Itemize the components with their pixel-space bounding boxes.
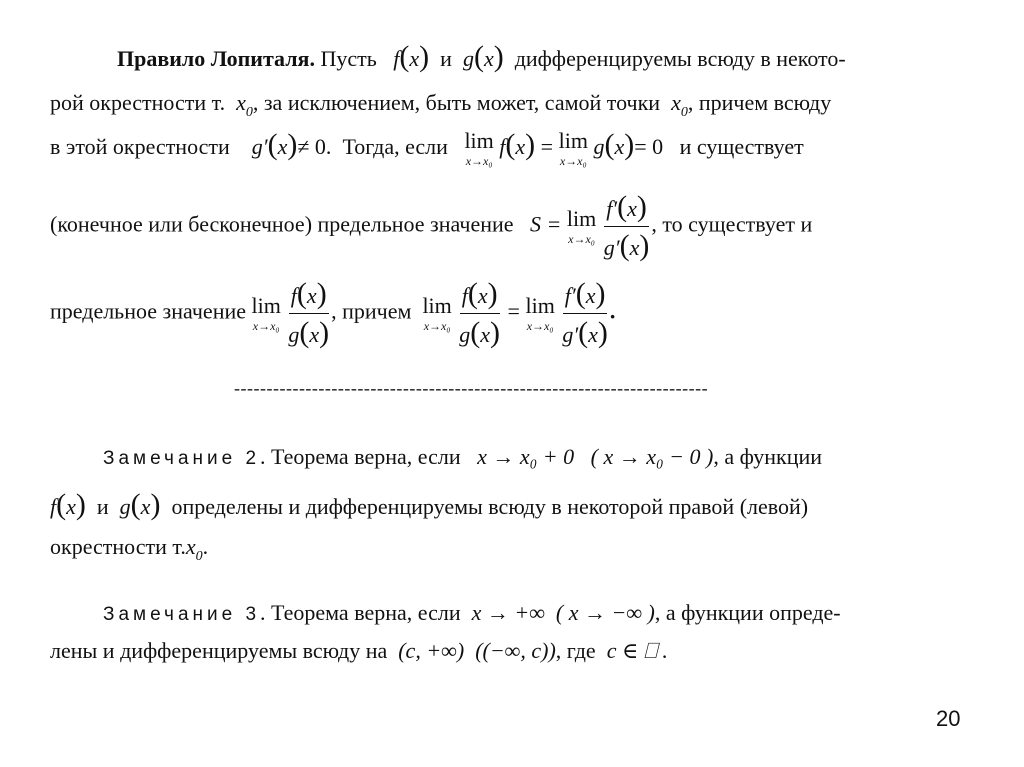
f-symbol: f xyxy=(393,46,400,71)
eq-zero: = 0 xyxy=(634,134,664,159)
theorem-title: Правило Лопиталя. xyxy=(117,46,315,71)
text: и xyxy=(440,46,452,71)
x-symbol: x xyxy=(66,494,76,519)
remark3-label: Замечание 3 xyxy=(103,604,261,625)
g-prime-symbol: g′ xyxy=(251,134,268,159)
lim-word: lim xyxy=(422,293,452,318)
lim-under: x→x₀ xyxy=(559,154,587,169)
text: и существует xyxy=(679,134,804,159)
subscript: 0 xyxy=(245,105,253,120)
fraction: $\frac{f(x)}{g(x)}$ xyxy=(288,277,330,349)
text: , причем xyxy=(331,298,412,324)
g-prime-symbol: g′ xyxy=(603,235,620,260)
text: , а функции опреде- xyxy=(654,600,841,625)
x-symbol: x xyxy=(588,322,598,347)
x0-symbol: x xyxy=(671,90,681,115)
text: Тогда, если xyxy=(342,134,448,159)
condition: x → +∞ xyxy=(471,600,545,625)
text: , а функции xyxy=(713,444,823,469)
x0-symbol: x xyxy=(236,90,246,115)
x0-symbol: x xyxy=(185,534,196,559)
s-symbol: S = xyxy=(530,211,562,237)
text: Пусть xyxy=(320,46,377,71)
subscript: 0 xyxy=(680,105,688,120)
limit xyxy=(525,295,554,332)
text: определены и дифференцируемы всюду в некоторой правой (левой) xyxy=(171,494,809,519)
fraction: $\frac{f'(x)}{g'(x)}$ xyxy=(562,277,608,349)
f-prime-symbol: f′ xyxy=(606,196,618,221)
lim-word: lim xyxy=(558,128,588,154)
text: лены и дифференцируемы всюду на xyxy=(50,638,388,663)
x-symbol: x xyxy=(629,235,640,260)
lim-word: lim xyxy=(464,128,494,154)
limit xyxy=(422,295,451,332)
remark2-line-1 xyxy=(103,444,822,470)
limit xyxy=(252,295,281,332)
text: окрестности т. xyxy=(50,534,186,559)
g-symbol: g xyxy=(288,322,300,347)
lim-word: lim xyxy=(525,293,555,318)
theorem-line-4 xyxy=(50,190,812,263)
neq-zero: ≠ 0. xyxy=(297,134,332,159)
membership: c ∈ ⎕ . xyxy=(606,638,668,663)
condition: x → x₀ + 0 xyxy=(477,444,575,469)
theorem-line-2 xyxy=(50,90,831,121)
interval: ((−∞, c)) xyxy=(475,638,556,663)
g-prime-symbol: g′ xyxy=(562,322,579,347)
limit xyxy=(567,208,596,245)
x-symbol: x xyxy=(614,134,625,159)
fraction: $\frac{f(x)}{g(x)}$ xyxy=(459,277,501,349)
text: рой окрестности т. xyxy=(50,90,226,115)
f-prime-symbol: f′ xyxy=(564,283,576,308)
fraction: $\frac{f'(x)}{g'(x)}$ xyxy=(603,190,650,262)
x-symbol: x xyxy=(483,46,494,71)
lim-under: x→x₀ xyxy=(465,154,493,169)
text: , где xyxy=(555,638,596,663)
condition: ( x → x₀ − 0 ) xyxy=(590,444,714,469)
x-symbol: x xyxy=(515,134,526,159)
text: , причем всюду xyxy=(687,90,832,115)
subscript: 0 xyxy=(195,549,203,564)
remark2-line-2: f(x) и g(x) определены и дифференцируемы всюду в некоторой правой (левой) xyxy=(50,488,809,521)
x-symbol: x xyxy=(309,322,320,347)
text: (конечное или бесконечное) предельное значение xyxy=(50,211,514,237)
theorem-line-3: в этой окрестности g′(x)≠ 0. Тогда, если lim x→x₀ f(x) = lim x→x₀ g(x)= 0 и существует xyxy=(50,128,804,169)
remark3-line-2 xyxy=(50,638,668,664)
g-symbol: g xyxy=(593,134,605,159)
g-symbol: g xyxy=(462,46,474,71)
f-symbol: f xyxy=(290,283,297,308)
limit xyxy=(559,130,588,167)
lim-word: lim xyxy=(566,206,597,231)
remark2-line-3: окрестности $т.x_0$. xyxy=(50,534,209,564)
text: в этой окрестности xyxy=(50,134,230,159)
text: , за исключением, быть может, самой точки xyxy=(252,90,661,115)
separator-line: ------------------------------------------------------------------------- xyxy=(234,378,709,398)
x-symbol: x xyxy=(585,283,596,308)
x-symbol: x xyxy=(306,283,317,308)
text: предельное значение xyxy=(50,298,247,324)
theorem-line-5: предельное значение lim x→x₀ $\frac{f(x)}{g(x)}$ , причем lim x→x₀ $\frac{f(x)}{g(x)}$ = lim x→x₀ $\frac{f'(x)}{g'(x)}$ . xyxy=(50,277,616,349)
lim-under: x→x₀ xyxy=(423,319,451,333)
theorem-line-1: Правило Лопиталя. Пусть f(x) и g(x) дифференцируемы всюду в некото- xyxy=(117,40,846,73)
x-symbol: x xyxy=(140,494,151,519)
g-symbol: g xyxy=(459,322,471,347)
f-symbol: f xyxy=(50,494,57,519)
remark2-label: Замечание 2 xyxy=(103,448,261,469)
text: . Теорема верна, если xyxy=(260,600,461,625)
f-symbol: f xyxy=(461,283,468,308)
g-symbol: g xyxy=(119,494,131,519)
lim-under: x→x₀ xyxy=(568,232,595,246)
f-symbol: f xyxy=(499,134,506,159)
x-symbol: x xyxy=(277,134,288,159)
text: дифференцируемы всюду в некото- xyxy=(514,46,846,71)
remark3-line-1 xyxy=(103,600,841,626)
x-symbol: x xyxy=(409,46,420,71)
lim-under: x→x₀ xyxy=(526,319,554,333)
interval: (c, +∞) xyxy=(398,638,465,663)
lim-under: x→x₀ xyxy=(252,319,280,333)
condition: ( x → −∞ ) xyxy=(555,600,655,625)
text: и xyxy=(96,494,109,519)
x-symbol: x xyxy=(477,283,488,308)
text: . Теорема верна, если xyxy=(260,444,461,469)
x-symbol: x xyxy=(627,196,637,221)
lim-word: lim xyxy=(251,293,281,318)
limit xyxy=(464,130,493,167)
x-symbol: x xyxy=(480,322,491,347)
page-number: 20 xyxy=(936,706,961,731)
text: , то существует и xyxy=(651,211,813,237)
